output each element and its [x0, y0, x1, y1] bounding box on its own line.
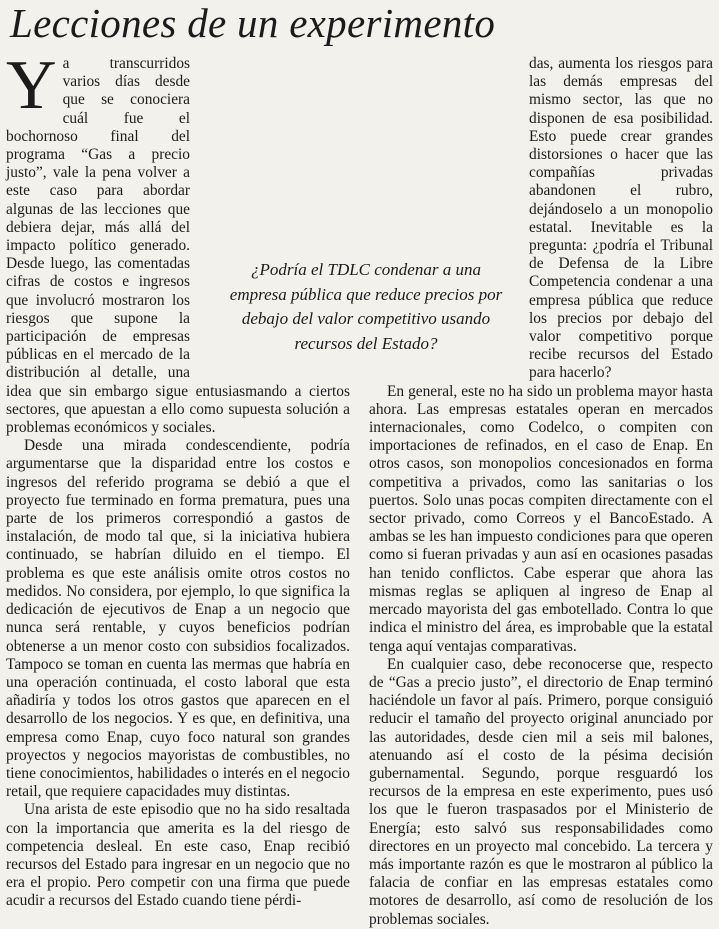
- paragraph-3: Una arista de este episodio que no ha sido resaltada con la importancia que amerita es la del riesgo de competencia desleal. En este caso, Enap recibió recursos del Estado para ingresar en un negocio que no era el propio. Pero competir con una firma que puede acudir a recursos del Estado cuando tiene pérdi-: [6, 801, 350, 910]
- drop-cap: Y: [6, 47, 57, 124]
- paragraph-4: das, aumenta los riesgos para las demás empresas del mismo sector, las que no disponen de esa posibilidad. Esto puede crear grandes distorsiones o hacer que las compañías privadas abandonen el rubro, dejándoselo a un monopolio estatal. Inevitable es la pregunta: ¿podría el Tribunal de Defensa de la Libre Competencia condenar a una empresa pública que reduce los precios por debajo del valor competitivo porque recibe recursos del Estado para hacerlo?: [529, 55, 713, 382]
- article-title: Lecciones de un experimento: [10, 0, 496, 46]
- pull-quote: ¿Podría el TDLC condenar a una empresa pública que reduce precios por debajo del valor competitivo usando recursos del Estado?: [221, 252, 511, 372]
- paragraph-6: En cualquier caso, debe reconocerse que, respecto de “Gas a precio justo”, el directorio de Enap terminó haciéndole un favor al país. Primero, porque consiguió reducir el tamaño del proyecto original anunciado por las autoridades, desde cien mil a seis mil balones, atenuando así el costo de la pésima decisión gubernamental. Segundo, porque resguardó los recursos de la empresa en este experimento, pues usó los que le fueron traspasados por el Ministerio de Energía; esto salvó sus responsabilidades como directores en un proyecto mal concebido. La tercera y más importante razón es que le mostraron al público la falacia de confiar en las empresas estatales como motores de desarrollo, así como de resolución de los problemas sociales.: [369, 655, 713, 928]
- paragraph-2: Desde una mirada condescendiente, podría argumentarse que la disparidad entre los costos e ingresos del referido programa se debió a que el proyecto fue terminado en forma prematura, pues una parte de los primeros correspondió a gastos de instalación, de modo tal que, si la iniciativa hubiera continuado, se habrían diluido en el tiempo. El problema es que este análisis omite otros costos no medidos. No considera, por ejemplo, lo que significa la dedicación de ejecutivos de Enap a un negocio que nunca será rentable, y cuyos beneficios podrían obtenerse a un menor costo con subsidios focalizados. Tampoco se toman en cuenta las mermas que habría en una operación continuada, el costo laboral que esta añadiría y todos los otros gastos que aparecen en el desarrollo de los negocios. Y es que, en definitiva, una empresa como Enap, cuyo foco natural son grandes proyectos y negocios mayoristas de combustibles, no tiene conocimientos, habilidades o interés en el negocio retail, que requiere capacidades muy distintas.: [6, 437, 350, 801]
- paragraph-1-text: a transcurridos varios días desde que se conociera cuál fue el bochornoso final del programa “Gas a precio justo”, vale la pena volver a este caso para abordar algunas de las lecciones que debiera dejar, más allá del impacto político generado. Desde luego, las comentadas cifras de costos e ingresos que involucró mostraron los riesgos que supone la participación de empresas públicas en el mercado de la distribución al detalle, una idea que sin embargo sigue entusiasmando a ciertos sectores, que apuestan a ello como supuesta solución a problemas económicos y sociales.: [6, 55, 350, 437]
- paragraph-5: En general, este no ha sido un problema mayor hasta ahora. Las empresas estatales operan en mercados internacionales, como Codelco, o compiten con importaciones de refinados, en el caso de Enap. En otros casos, son monopolios concesionados en forma competitiva a privados, como las sanitarias o los puertos. Solo unas pocas compiten directamente con el sector privado, como Correos y el BancoEstado. A ambas se les han impuesto condiciones para que operen como si fueran privadas y aun así en ocasiones pasadas han tenido conflictos. Cabe esperar que ahora las mismas reglas se apliquen al ingreso de Enap al mercado mayorista del gas embotellado. Contra lo que indica el ministro del área, es improbable que la estatal tenga aquí ventajas comparativas.: [369, 382, 713, 655]
